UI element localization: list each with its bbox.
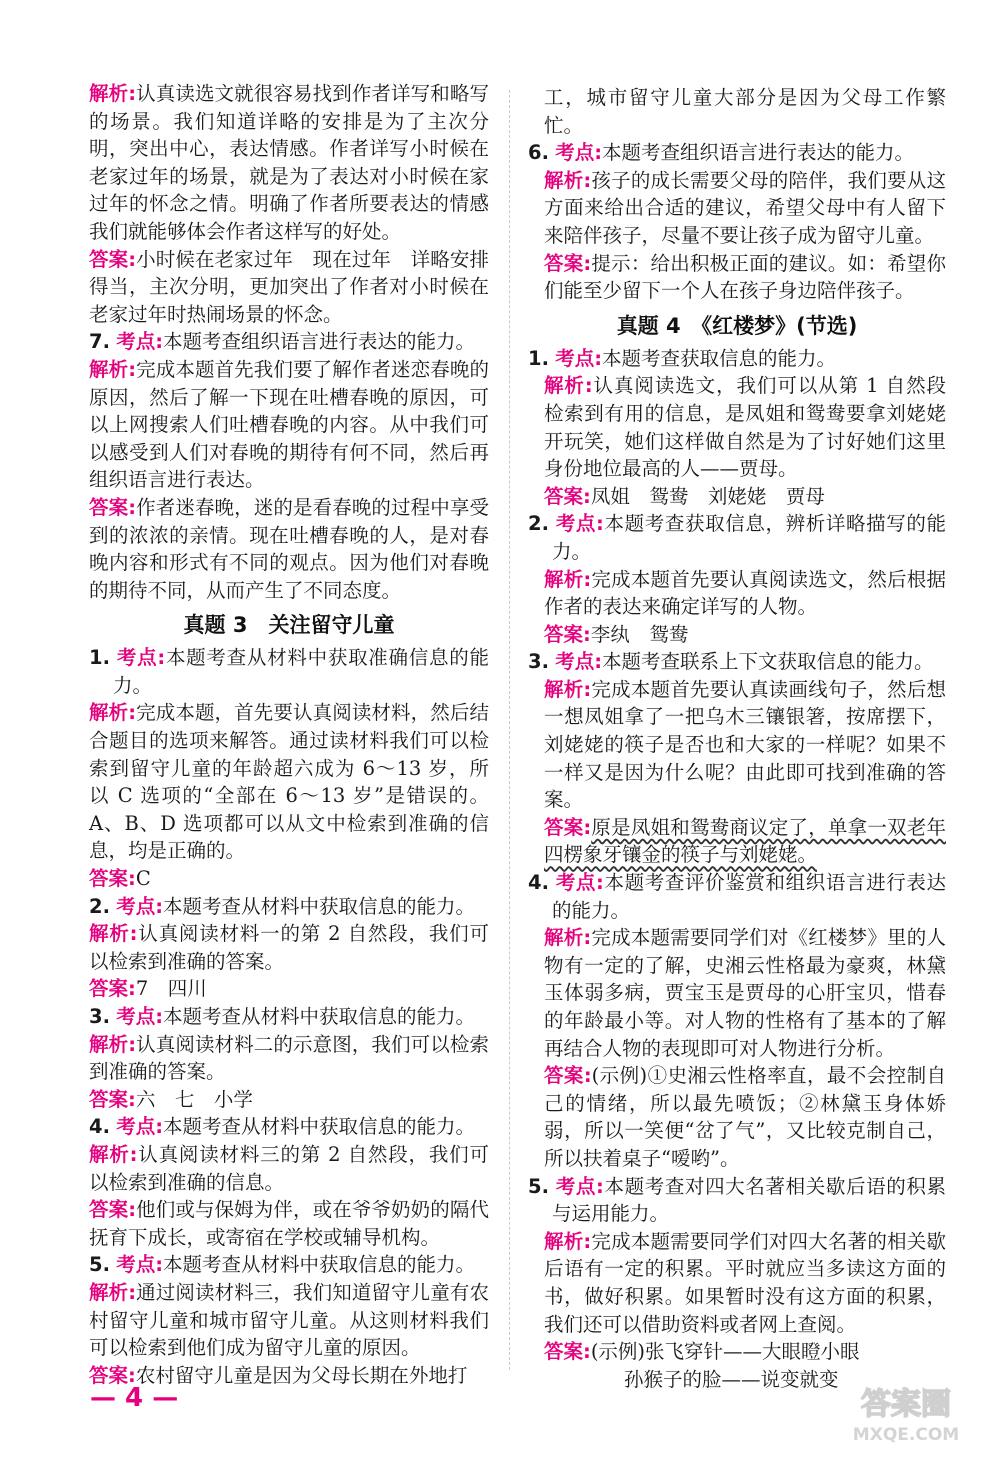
point-label: 考点: — [116, 646, 166, 670]
question-number: 1. — [528, 346, 549, 370]
analysis-label: 解析: — [544, 677, 592, 701]
question-number: 7. — [89, 330, 110, 354]
s3-q1-point: 1. 考点:本题考查从材料中获取准确信息的能力。 — [89, 646, 489, 697]
s3-q1-analysis: 解析:完成本题，首先要认真阅读材料，然后结合题目的选项来解答。通过读材料我们可以检索到留守儿童的年龄超六成为 6～13 岁，所以 C 选项的“全部在 6～13 岁”是错误的。A、B、D 选项都可以从文中检索到准确的信息，均是正确的。 — [89, 701, 489, 863]
s3-q5-analysis: 解析:通过阅读材料三，我们知道留守儿童有农村留守儿童和城市留守儿童。从这则材料我们可以检索到他们成为留守儿童的原因。 — [89, 1280, 489, 1360]
q7-answer: 答案:作者迷春晚，迷的是看春晚的过程中享受到的浓浓的亲情。现在吐槽春晚的人，是对春晚内容和形式有不同的观点。因为他们对春晚的期待不同，从而产生了不同态度。 — [89, 495, 489, 602]
point-label: 考点: — [116, 330, 163, 354]
s4-q4-answer: 答案:(示例)①史湘云性格率直，最不会控制自己的情绪，所以最先喷饭；②林黛玉身体娇弱，所以一笑便“岔了气”，又比较克制自己，所以扶着桌子“嗳哟”。 — [544, 1064, 946, 1170]
s4-q3-answer — [528, 814, 946, 869]
right-column — [528, 84, 946, 1393]
point-label: 考点: — [555, 141, 602, 165]
answer-label: 答案: — [89, 247, 137, 271]
s4-q2-answer: 答案:李纨 鸳鸯 — [544, 622, 689, 646]
analysis-label: 解析: — [89, 357, 137, 381]
question-number: 4. — [528, 871, 549, 895]
answer-label: 答案: — [544, 1064, 592, 1088]
s4-q4-point: 4. 考点:本题考查评价鉴赏和组织语言进行表达的能力。 — [528, 871, 946, 922]
watermark-text: 答案圈 — [861, 1387, 951, 1422]
point-label: 考点: — [555, 512, 604, 536]
underlined-answer: 原是凤姐和鸳鸯商议定了，单拿一双老年四楞象牙镶金的筷子与刘姥姥。 — [544, 815, 946, 867]
analysis-label: 解析: — [89, 701, 137, 725]
s3-q4-answer: 答案:他们或与保姆为伴，或在爷爷奶奶的隔代抚育下成长，或寄宿在学校或辅导机构。 — [89, 1198, 489, 1249]
watermark-url: MXQE.COM — [852, 1425, 960, 1445]
analysis-label: 解析: — [89, 1280, 137, 1304]
s3-q2-point: 2. 考点:本题考查从材料中获取信息的能力。 — [89, 894, 476, 918]
answer-label: 答案: — [89, 1363, 136, 1387]
answer-label: 答案: — [544, 251, 592, 275]
analysis-label: 解析: — [89, 1142, 138, 1166]
watermark-logo — [826, 1380, 986, 1446]
s3-q1-answer: 答案:C — [89, 867, 151, 891]
q7-analysis: 解析:完成本题首先我们要了解作者迷恋春晚的原因，然后了解一下现在吐槽春晚的原因，可以上网搜索人们吐槽春晚的内容。从中我们可以感受到人们对春晚的期待有何不同，然后再组织语言进行表达。 — [89, 357, 489, 492]
r-q6-answer: 答案:提示：给出积极正面的建议。如：希望你们能至少留下一个人在孩子身边陪伴孩子。 — [544, 251, 946, 303]
point-label: 考点: — [555, 871, 604, 895]
s3-q3-answer: 答案:六 七 小学 — [89, 1087, 253, 1111]
point-label: 考点: — [116, 1115, 163, 1139]
answer-label: 答案: — [89, 867, 136, 891]
s4-q5-answer-line2: 孙猴子的脸——说变就变 — [624, 1367, 839, 1391]
s4-q3-analysis: 解析:完成本题首先要认真读画线句子，然后想一想凤姐拿了一把乌木三镶银箸，按席摆下，刘姥姥的筷子是否也和大家的一样呢？如果不一样又是因为什么呢？由此即可找到准确的答案。 — [544, 677, 946, 812]
analysis-label: 解析: — [544, 926, 592, 950]
left-column — [89, 80, 489, 1389]
question-number: 1. — [89, 646, 110, 670]
s3-q4-point: 4. 考点:本题考查从材料中获取信息的能力。 — [89, 1115, 476, 1139]
analysis-label: 解析: — [544, 1229, 592, 1253]
question-number: 2. — [89, 894, 110, 918]
s4-q5-analysis: 解析:完成本题需要同学们对四大名著的相关歇后语有一定的积累。平时就应当多读这方面的书，做好积累。如果暂时没有这方面的积累，我们还可以借助资料或者网上查阅。 — [544, 1229, 946, 1336]
answer-label: 答案: — [544, 484, 591, 508]
point-label: 考点: — [555, 346, 602, 370]
section-heading-4: 真题 4 《红楼梦》(节选) — [616, 313, 858, 338]
answer-label: 答案: — [544, 815, 592, 839]
answer-label: 答案: — [89, 1198, 137, 1222]
section-heading-3: 真题 3 关注留守儿童 — [183, 613, 395, 638]
s3-q5-answer: 答案:农村留守儿童是因为父母长期在外地打 — [89, 1363, 468, 1387]
analysis-label: 解析: — [89, 922, 138, 946]
continuation-text: 工，城市留守儿童大部分是因为父母工作繁忙。 — [544, 86, 946, 137]
r-q6-point: 6. 考点:本题考查组织语言进行表达的能力。 — [528, 141, 915, 165]
s3-q2-answer: 答案:7 四川 — [89, 977, 207, 1001]
point-label: 考点: — [116, 1253, 163, 1277]
question-number: 2. — [528, 512, 549, 536]
s4-q5-point: 5. 考点:本题考查对四大名著相关歇后语的积累与运用能力。 — [528, 1174, 946, 1226]
r-q6-analysis: 解析:孩子的成长需要父母的陪伴，我们要从这方面来给出合适的建议，希望父母中有人留下来陪伴孩子，尽量不要让孩子成为留守儿童。 — [544, 168, 946, 247]
s4-q4-analysis: 解析:完成本题需要同学们对《红楼梦》里的人物有一定的了解，史湘云性格最为豪爽，林黛玉体弱多病，贾宝玉是贾母的心肝宝贝，惜春的年龄最小等。对人物的性格有了基本的了解再结合人物的表现即可对人物进行分析。 — [544, 926, 946, 1060]
question-number: 5. — [528, 1174, 549, 1198]
s3-q5-point: 5. 考点:本题考查从材料中获取信息的能力。 — [89, 1253, 476, 1277]
b0-analysis: 解析:认真读选文就很容易找到作者详写和略写的场景。我们知道详略的安排是为了主次分明，突出中心，表达情感。作者详写小时候在老家过年的场景，就是为了表达对小时候在家过年的怀念之情。明确了作者所要表达的情感我们就能够体会作者这样写的好处。 — [89, 82, 489, 243]
s4-q3-point: 3. 考点:本题考查联系上下文获取信息的能力。 — [528, 650, 934, 674]
s3-q4-analysis: 解析:认真阅读材料三的第 2 自然段，我们可以检索到准确的信息。 — [89, 1142, 489, 1194]
point-label: 考点: — [116, 894, 163, 918]
point-label: 考点: — [555, 650, 602, 674]
s4-q2-point: 2. 考点:本题考查获取信息，辨析详略描写的能力。 — [528, 512, 946, 563]
s4-q5-answer: 答案:(示例)张飞穿针——大眼瞪小眼 — [544, 1340, 860, 1364]
b0-answer: 答案:小时候在老家过年 现在过年 详略安排得当，主次分明，更加突出了作者对小时候在老家过年时热闹场景的怀念。 — [89, 247, 489, 326]
analysis-label: 解析: — [544, 168, 592, 192]
point-label: 考点: — [555, 1174, 604, 1198]
column-divider — [509, 90, 510, 1370]
answer-label: 答案: — [544, 622, 591, 646]
analysis-label: 解析: — [89, 82, 137, 105]
answer-label: 答案: — [89, 495, 137, 519]
page-number: — 4 — — [90, 1383, 179, 1413]
s4-q2-analysis: 解析:完成本题首先要认真阅读选文，然后根据作者的表达来确定详写的人物。 — [544, 567, 946, 619]
point-label: 考点: — [116, 1005, 163, 1028]
analysis-label: 解析: — [89, 1032, 137, 1056]
s4-q1-answer: 答案:凤姐 鸳鸯 刘姥姥 贾母 — [544, 484, 825, 508]
s3-q2-analysis: 解析:认真阅读材料一的第 2 自然段，我们可以检索到准确的答案。 — [89, 922, 489, 973]
answer-label: 答案: — [89, 1087, 136, 1111]
question-number: 4. — [89, 1115, 110, 1139]
analysis-label: 解析: — [544, 567, 592, 591]
q7-point: 7. 考点:本题考查组织语言进行表达的能力。 — [89, 330, 476, 354]
s3-q3-analysis: 解析:认真阅读材料二的示意图，我们可以检索到准确的答案。 — [89, 1032, 489, 1084]
question-number: 3. — [528, 650, 549, 674]
answer-label: 答案: — [89, 977, 136, 1001]
answer-label: 答案: — [544, 1340, 591, 1364]
s4-q1-point: 1. 考点:本题考查获取信息的能力。 — [528, 346, 837, 370]
question-number: 6. — [528, 141, 549, 165]
question-number: 3. — [89, 1005, 110, 1028]
s4-q1-analysis: 解析:认真阅读选文，我们可以从第 1 自然段检索到有用的信息，是凤姐和鸳鸯要拿刘姥姥开玩笑，她们这样做自然是为了讨好她们这里身份地位最高的人——贾母。 — [544, 374, 946, 481]
analysis-label: 解析: — [544, 374, 593, 398]
s3-q3-point: 3. 考点:本题考查从材料中获取信息的能力。 — [89, 1005, 476, 1028]
question-number: 5. — [89, 1253, 110, 1277]
